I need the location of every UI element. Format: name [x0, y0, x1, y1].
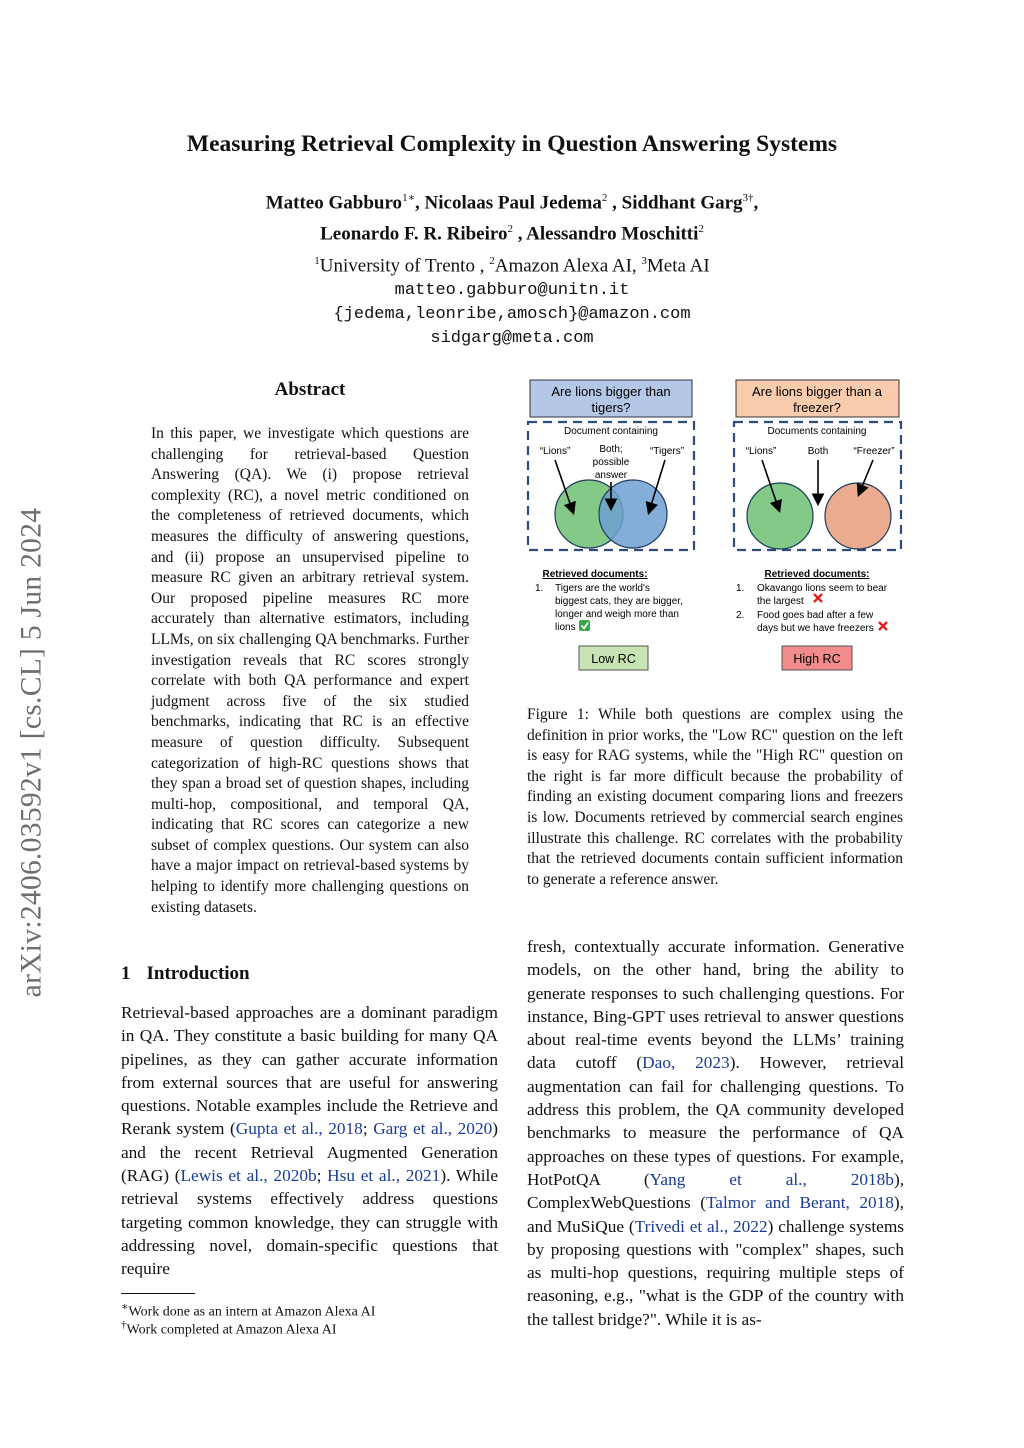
citation-link[interactable]: Trivedi et al., 2022	[634, 1216, 768, 1236]
section-title: Introduction	[146, 963, 250, 984]
cross-icon	[879, 622, 887, 630]
retrieved-docs-heading-left: Retrieved documents:	[542, 569, 648, 580]
venn-label-both-right: Both	[807, 446, 829, 457]
footnote: ∗Work done as an intern at Amazon Alexa AI	[121, 1301, 376, 1320]
low-rc-label: Low RC	[591, 652, 636, 666]
venn-label-answer: answer	[594, 470, 628, 481]
arxiv-identifier	[10, 465, 54, 1040]
check-icon	[579, 620, 590, 631]
citation-link[interactable]: Hsu et al., 2021	[327, 1166, 441, 1186]
venn-label-lions-left: “Lions”	[539, 446, 571, 457]
affiliation: Amazon Alexa AI,	[494, 254, 637, 276]
intro-paragraph-left: Retrieval-based approaches are a dominant paradigm in QA. They constitute a basic building for many QA pipelines, as they can gather accurate information from external sources that are useful for answering questions. Notable examples include the Retrieve and Rerank system (Gupta et al., 2018; Garg et al., 2020) and the recent Retrieval Augmented Generation (RAG) (Lewis et al., 2020b; Hsu et al., 2021). While retrieval systems effectively address questions targeting common knowledge, they can struggle with addressing novel, domain-specific questions that require	[121, 1003, 499, 1279]
author-affiliation-mark: 2	[507, 223, 513, 236]
email-address[interactable]: sidgarg@meta.com	[430, 328, 594, 348]
cross-icon	[814, 594, 822, 602]
doc-item-number: 1.	[736, 583, 745, 594]
author-line-2: Leonardo F. R. Ribeiro$^2$ , Alessandro Moschitti$^2$	[320, 223, 704, 245]
section-number: 1	[121, 963, 131, 984]
figure-caption: Figure 1: While both questions are complex using the definition in prior works, the "Low RC" question on the left is easy for RAG systems, while the "High RC" question on the right is far more difficult because the probability of finding an existing document comparing lions and freezers is low. Documents retrieved by commercial search engines illustrate this challenge. RC correlates with the probability that the retrieved documents contain sufficient information to generate a reference answer.	[527, 706, 903, 888]
docs-label-left: Document containing	[564, 426, 658, 437]
author-name: Leonardo F. R. Ribeiro	[320, 223, 508, 245]
docs-label-right: Documents containing	[767, 426, 867, 437]
doc-item-text: Tigers are the world's	[555, 583, 650, 594]
venn-circle-freezer	[825, 483, 891, 549]
footnote-rule	[121, 1293, 195, 1294]
venn-label-possible: possible	[592, 457, 630, 468]
citation-link[interactable]: Lewis et al., 2020b	[180, 1166, 317, 1186]
question-right-line1: Are lions bigger than a	[751, 384, 883, 399]
question-left-line2: tigers?	[591, 400, 631, 415]
arxiv-identifier-text: arXiv:2406.03592v1 [cs.CL] 5 Jun 2024	[15, 507, 48, 998]
question-left-line1: Are lions bigger than	[551, 384, 671, 399]
author-name: Alessandro Moschitti	[526, 223, 699, 245]
author-name: Matteo Gabburo	[265, 192, 403, 214]
paper-title: Measuring Retrieval Complexity in Question Answering Systems	[186, 131, 838, 157]
doc-item-number: 2.	[736, 610, 745, 621]
retrieved-docs-heading-right: Retrieved documents:	[764, 569, 870, 580]
venn-circle-lions-right	[747, 483, 813, 549]
venn-label-lions-right: “Lions”	[745, 446, 777, 457]
author-affiliation-mark: 3†	[742, 192, 754, 204]
citation-link[interactable]: Talmor and Berant, 2018	[705, 1193, 894, 1213]
author-affiliation-mark: 1∗	[402, 192, 416, 204]
question-right-line2: freezer?	[793, 400, 841, 415]
affiliations: $^1$University of Trento , $^2$Amazon Alexa AI, $^3$Meta AI	[314, 254, 710, 276]
doc-item-number: 1.	[535, 583, 544, 594]
author-line-1: Matteo Gabburo$^{1∗}$, Nicolaas Paul Jedema$^2$ , Siddhant Garg$^{3\dagger}$,	[265, 192, 759, 214]
affiliation: University of Trento ,	[319, 254, 485, 276]
intro-paragraph-right: fresh, contextually accurate information. Generative models, on the other hand, bring the ability to generate responses to such challenging questions. For instance, Bing-GPT uses retrieval to answer questions about real-time events beyond the LLMs’ training data cutoff (Dao, 2023). However, retrieval augmentation can fail for challenging questions. To address this problem, the QA community developed benchmarks to measure the performance of QA approaches on these types of questions. For example, HotPotQA (Yang et al., 2018b), ComplexWebQuestions (Talmor and Berant, 2018), and MuSiQue (Trivedi et al., 2022) challenge systems by proposing questions with "complex" shapes, such as multi-hop questions, requiring multiple steps of reasoning, e.g., "what is the GDP of the country with the tallest bridge?". While it is as-	[527, 937, 905, 1329]
author-affiliation-mark: 2	[698, 223, 704, 236]
affiliation: Meta AI	[646, 254, 710, 276]
venn-circle-tigers	[599, 480, 667, 548]
doc-item-text: Okavango lions seem to bear	[757, 583, 888, 594]
abstract-heading: Abstract	[274, 379, 346, 400]
citation-link[interactable]: Dao, 2023	[642, 1053, 730, 1073]
doc-item-text: Food goes bad after a few	[757, 610, 874, 621]
figure-1-diagram	[525, 378, 905, 678]
citation-link[interactable]: Garg et al., 2020	[373, 1119, 493, 1139]
email-address[interactable]: {jedema,leonribe,amosch}@amazon.com	[333, 304, 691, 324]
section-heading	[121, 963, 250, 985]
email-list	[0, 279, 1024, 351]
author-name: Siddhant Garg	[621, 192, 743, 214]
author-block	[0, 185, 1024, 351]
doc-item-text: longer and weigh more than	[555, 609, 679, 620]
high-rc-label: High RC	[793, 652, 841, 666]
doc-item-text: biggest cats, they are bigger,	[555, 596, 683, 607]
author-name: Nicolaas Paul Jedema	[424, 192, 602, 214]
venn-label-tigers: “Tigers”	[649, 446, 685, 457]
abstract-text: In this paper, we investigate which questions are challenging for retrieval-based Question Answering (QA). We (i) propose retrieval complexity (RC), a novel metric conditioned on the completeness of retrieved documents, which measures the difficulty of answering questions, and (ii) propose an unsupervised pipeline to measure RC given an arbitrary retrieval system. Our proposed pipeline measures RC more accurately than alternative estimators, including LLMs, on six challenging QA benchmarks. Further investigation reveals that RC scores strongly correlate with both QA performance and expert judgment across five of the six studied benchmarks, indicating that RC is an effective measure of question difficulty. Subsequent categorization of high-RC questions shows that they span a broad set of question shapes, including multi-hop, compositional, and temporal QA, indicating that RC scores can categorize a new subset of complex questions. Our system can also have a major impact on retrieval-based systems by helping to identify more challenging questions on existing datasets.	[151, 425, 469, 916]
doc-item-text: the largest	[757, 596, 804, 607]
venn-label-freezer: “Freezer”	[853, 446, 895, 457]
footnote: †Work completed at Amazon Alexa AI	[121, 1319, 337, 1338]
citation-link[interactable]: Gupta et al., 2018	[235, 1119, 363, 1139]
venn-label-both-left: Both;	[599, 444, 623, 455]
email-address[interactable]: matteo.gabburo@unitn.it	[394, 280, 630, 300]
citation-link[interactable]: Yang et al., 2018b	[649, 1169, 894, 1189]
figure-1	[525, 378, 905, 678]
doc-item-text: lions	[555, 622, 576, 633]
doc-item-text: days but we have freezers	[757, 623, 874, 634]
author-affiliation-mark: 2	[601, 192, 608, 204]
